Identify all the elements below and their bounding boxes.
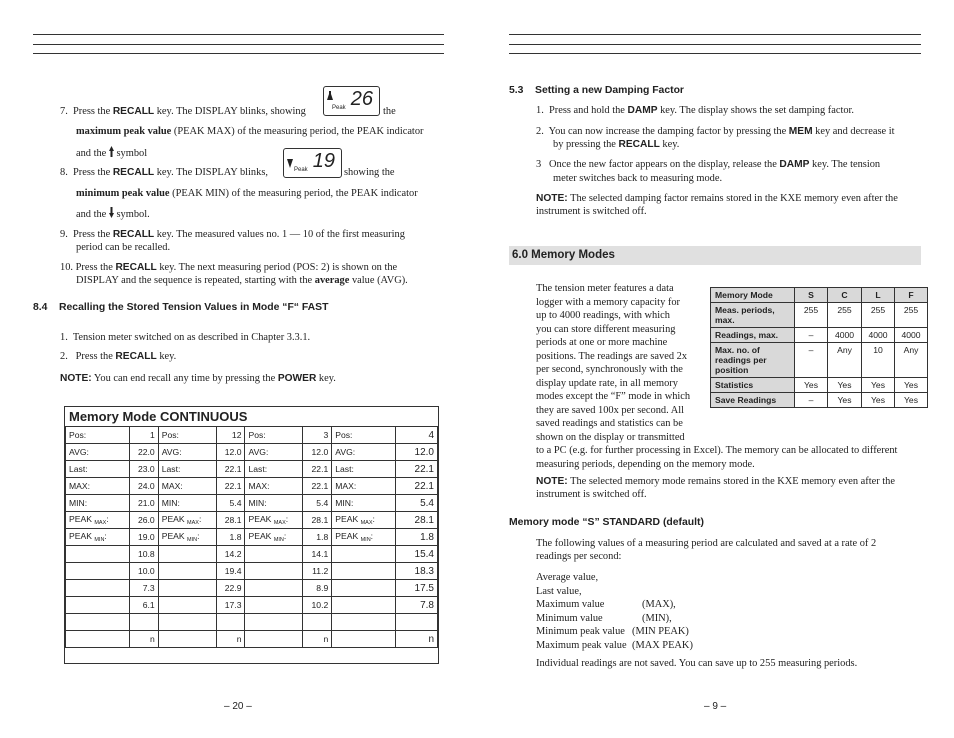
mc-value-cell: n xyxy=(216,631,245,648)
mc-label-cell: AVG: xyxy=(245,444,303,461)
mc-label-cell xyxy=(158,563,216,580)
mc-peak-label: PEAK xyxy=(248,531,272,541)
item-8-showing-the: showing the xyxy=(344,167,395,178)
peak-min-arrow-icon xyxy=(287,159,293,169)
mm-header-row xyxy=(711,288,928,303)
value-name: Minimum value xyxy=(536,612,603,624)
mc-label-cell xyxy=(245,580,303,597)
memory-mode-continuous-panel xyxy=(64,406,439,664)
section-8-4-heading: 8.4 Recalling the Stored Tension Values in Mode “F“ FAST xyxy=(33,302,329,313)
peak-min-symbol-icon xyxy=(109,207,114,218)
mm-value-cell: Yes xyxy=(828,378,862,393)
mc-row xyxy=(66,478,438,495)
header-rule-bottom-right xyxy=(509,53,921,54)
mm-value-cell: Any xyxy=(828,343,862,378)
header-rule-middle xyxy=(33,44,444,45)
mc-label-cell xyxy=(66,597,130,614)
mc-value-cell: 22.9 xyxy=(216,580,245,597)
mc-peak-colon: : xyxy=(198,514,202,524)
mc-label-cell xyxy=(245,546,303,563)
mc-label-cell xyxy=(158,614,216,631)
mm-header-cell: C xyxy=(828,288,862,303)
mc-peak-label: PEAK xyxy=(161,531,185,541)
value-name: Maximum peak value xyxy=(536,639,627,651)
mc-peak-subscript: MIN xyxy=(360,537,371,543)
mc-label-cell xyxy=(332,563,396,580)
mm-row xyxy=(711,328,928,343)
mm-value-cell: 255 xyxy=(828,303,862,328)
mc-label-cell xyxy=(158,512,216,529)
mc-label-cell: AVG: xyxy=(332,444,396,461)
mc-row xyxy=(66,563,438,580)
mc-value-cell: 17.5 xyxy=(396,580,438,597)
mc-value-cell: 14.1 xyxy=(303,546,332,563)
mc-value-cell: 1.8 xyxy=(216,529,245,546)
step-2: 2. Press the RECALL key. xyxy=(60,351,177,362)
mc-label-cell: Last: xyxy=(332,461,396,478)
mc-peak-colon: : xyxy=(372,514,375,524)
mc-row xyxy=(66,427,438,444)
mc-value-cell: 14.2 xyxy=(216,546,245,563)
mc-value-cell: 22.0 xyxy=(129,444,158,461)
value-list-item xyxy=(536,598,693,612)
intro-line: per second, synchronously with the xyxy=(536,364,683,375)
memory-modes-table xyxy=(710,287,928,408)
value-name: Last value, xyxy=(536,585,582,597)
mm-row-label: Save Readings xyxy=(711,393,795,408)
mc-label-cell xyxy=(332,597,396,614)
mc-label-cell: MAX: xyxy=(245,478,303,495)
mc-value-cell: 22.1 xyxy=(303,461,332,478)
damp-step-1: 1. Press and hold the DAMP key. The display shows the set damping factor. xyxy=(536,105,855,116)
item-8-line-2: minimum peak value (PEAK MIN) of the measuring period, the PEAK indicator xyxy=(76,188,418,199)
mc-row xyxy=(66,512,438,529)
mc-value-cell: 1 xyxy=(129,427,158,444)
mc-row xyxy=(66,444,438,461)
mc-label-cell xyxy=(66,614,130,631)
mc-peak-colon: : xyxy=(370,531,374,541)
mc-peak-colon: : xyxy=(283,531,287,541)
mc-label-cell xyxy=(245,563,303,580)
mc-value-cell: 1.8 xyxy=(303,529,332,546)
lcd-peak-min-display xyxy=(283,148,342,178)
mc-value-cell: 28.1 xyxy=(396,512,438,529)
value-name: Average value, xyxy=(536,572,599,583)
mc-peak-label: PEAK xyxy=(335,531,359,541)
step-1: 1. Tension meter switched on as described in Chapter 3.3.1. xyxy=(60,332,311,343)
mc-label-cell: MIN: xyxy=(332,495,396,512)
lcd-digits: 19 xyxy=(312,150,335,172)
mc-value-cell: 19.4 xyxy=(216,563,245,580)
mc-value-cell: 19.0 xyxy=(129,529,158,546)
intro-line: you can store different measuring xyxy=(536,323,676,335)
mc-value-cell: 5.4 xyxy=(303,495,332,512)
peak-max-symbol-icon xyxy=(109,146,114,157)
mc-label-cell: MAX: xyxy=(158,478,216,495)
intro-line: saved readings and statistics can be xyxy=(536,418,683,429)
mc-value-cell: 24.0 xyxy=(129,478,158,495)
intro-line: positions. The readings are saved 2x xyxy=(536,350,688,362)
mc-peak-subscript: MIN xyxy=(187,537,198,543)
lcd-peak-label: Peak xyxy=(294,167,308,173)
lcd-peak-label: Peak xyxy=(332,105,346,111)
intro-line: logger with a memory capacity for xyxy=(536,296,680,308)
mc-label-cell: Last: xyxy=(66,461,130,478)
mc-row xyxy=(66,631,438,648)
mm-row xyxy=(711,378,928,393)
item-9-line-2: period can be recalled. xyxy=(76,242,171,253)
mc-label-cell: AVG: xyxy=(158,444,216,461)
mc-value-cell: 8.9 xyxy=(303,580,332,597)
values-list xyxy=(536,571,693,652)
mc-peak-label: PEAK xyxy=(335,514,359,524)
mm-value-cell: 255 xyxy=(862,303,895,328)
mc-label-cell xyxy=(66,529,130,546)
mc-value-cell: 28.1 xyxy=(303,512,332,529)
mc-value-cell: 12.0 xyxy=(396,444,438,461)
mc-value-cell: 5.4 xyxy=(396,495,438,512)
mc-value-cell: 10.8 xyxy=(129,546,158,563)
damp-step-3-line-1: 3 Once the new factor appears on the display, release the DAMP key. The tension xyxy=(536,159,881,170)
mc-label-cell: Pos: xyxy=(332,427,396,444)
mm-value-cell: 4000 xyxy=(862,328,895,343)
mc-value-cell: 5.4 xyxy=(216,495,245,512)
mc-label-cell: Pos: xyxy=(66,427,130,444)
mc-value-cell: 22.1 xyxy=(216,461,245,478)
mm-row-label: Statistics xyxy=(711,378,795,393)
mm-row-label: Meas. periods, max. xyxy=(711,303,795,328)
note-damping-line-2: instrument is switched off. xyxy=(536,206,647,217)
mm-header-cell: S xyxy=(795,288,828,303)
mc-label-cell xyxy=(66,546,130,563)
note-recall: NOTE: You can end recall any time by pressing the POWER key. xyxy=(60,373,336,384)
mc-value-cell: 12.0 xyxy=(303,444,332,461)
memory-mode-continuous-title: Memory Mode CONTINUOUS xyxy=(69,409,248,424)
mc-peak-colon: : xyxy=(197,531,200,541)
page-number-left: – 20 – xyxy=(224,701,252,712)
mc-label-cell xyxy=(332,546,396,563)
mc-label-cell xyxy=(245,597,303,614)
mc-value-cell xyxy=(396,614,438,631)
mm-header-cell: F xyxy=(895,288,928,303)
damp-step-2-line-2: by pressing the RECALL key. xyxy=(553,139,680,150)
memory-intro-continued xyxy=(536,444,897,471)
item-8-line-3: and the symbol. xyxy=(76,209,150,220)
mc-label-cell xyxy=(158,597,216,614)
mc-label-cell xyxy=(245,614,303,631)
mc-value-cell: 3 xyxy=(303,427,332,444)
mc-value-cell: 7.8 xyxy=(396,597,438,614)
value-abbrev: (MAX PEAK) xyxy=(632,639,693,651)
mc-label-cell xyxy=(66,563,130,580)
standard-mode-heading: Memory mode “S” STANDARD (default) xyxy=(509,517,704,528)
mc-value-cell: 23.0 xyxy=(129,461,158,478)
mc-label-cell: Last: xyxy=(245,461,303,478)
value-list-item xyxy=(536,612,693,626)
mc-label-cell xyxy=(332,580,396,597)
section-5-3-heading: 5.3 Setting a new Damping Factor xyxy=(509,85,684,96)
mc-label-cell xyxy=(158,529,216,546)
item-7-line-2: maximum peak value (PEAK MAX) of the measuring period, the PEAK indicator xyxy=(76,126,424,137)
mc-peak-subscript: MAX xyxy=(187,520,199,526)
value-list-item xyxy=(536,585,693,599)
mc-peak-label: PEAK xyxy=(69,531,92,541)
note-memory-line-2: instrument is switched off. xyxy=(536,489,647,500)
mc-label-cell xyxy=(245,512,303,529)
mc-value-cell: 1.8 xyxy=(396,529,438,546)
value-abbrev: (MIN), xyxy=(642,612,672,624)
value-name: Maximum value xyxy=(536,599,605,610)
mm-header-cell: Memory Mode xyxy=(711,288,795,303)
intro-line: they are saved 100x per second. All xyxy=(536,404,685,416)
item-8-line-1: 8. Press the RECALL key. The DISPLAY blinks, xyxy=(60,167,268,178)
mm-value-cell: Yes xyxy=(828,393,862,408)
header-rule-bottom xyxy=(33,53,444,54)
mc-value-cell: 4 xyxy=(396,427,438,444)
mm-row xyxy=(711,343,928,378)
mm-value-cell: – xyxy=(795,328,828,343)
note-memory-line-1: NOTE: The selected memory mode remains stored in the KXE memory even after the xyxy=(536,476,895,487)
mc-peak-subscript: MAX xyxy=(360,520,373,526)
mm-value-cell: 4000 xyxy=(895,328,928,343)
mc-value-cell: 22.1 xyxy=(396,478,438,495)
value-list-item xyxy=(536,571,693,585)
item-7-line-3: and the symbol xyxy=(76,148,148,159)
standard-intro-line-1: The following values of a measuring period are calculated and saved at a rate of 2 xyxy=(536,538,877,549)
mc-value-cell: 22.1 xyxy=(396,461,438,478)
damp-step-3-line-2: meter switches back to measuring mode. xyxy=(553,173,723,184)
header-rule-middle-right xyxy=(509,44,921,45)
mm-value-cell: 255 xyxy=(795,303,828,328)
mc-row xyxy=(66,614,438,631)
mm-row-label: Max. no. of readings per position xyxy=(711,343,795,378)
intro-line: The tension meter features a data xyxy=(536,283,674,294)
mc-peak-subscript: MIN xyxy=(273,537,284,543)
mc-peak-colon: : xyxy=(285,514,289,524)
intro-line: modes except the “F” mode in which xyxy=(536,391,691,402)
mc-peak-colon: : xyxy=(104,531,107,541)
intro-cont-line: measuring periods, depending on the memory mode. xyxy=(536,458,755,470)
mc-label-cell xyxy=(158,580,216,597)
mc-row xyxy=(66,495,438,512)
mc-label-cell: MIN: xyxy=(66,495,130,512)
mc-label-cell xyxy=(245,529,303,546)
value-abbrev: (MAX), xyxy=(642,599,676,610)
section-6-0-heading: 6.0 Memory Modes xyxy=(509,246,921,265)
mc-row xyxy=(66,580,438,597)
mc-value-cell: 6.1 xyxy=(129,597,158,614)
mm-value-cell: Yes xyxy=(862,393,895,408)
lcd-digits: 26 xyxy=(350,88,373,110)
mm-value-cell: Yes xyxy=(862,378,895,393)
mc-peak-subscript: MAX xyxy=(94,520,107,526)
header-rule-top-right xyxy=(509,34,921,35)
mc-label-cell xyxy=(66,580,130,597)
mc-label-cell xyxy=(66,512,130,529)
mc-label-cell: Last: xyxy=(158,461,216,478)
mc-label-cell xyxy=(332,614,396,631)
item-7-line-1: 7. Press the RECALL key. The DISPLAY blinks, showing xyxy=(60,106,306,117)
mm-value-cell: Any xyxy=(895,343,928,378)
mc-value-cell: 10.2 xyxy=(303,597,332,614)
page-number-right: – 9 – xyxy=(704,701,727,712)
value-list-item xyxy=(536,625,693,639)
mc-label-cell: AVG: xyxy=(66,444,130,461)
mc-row xyxy=(66,597,438,614)
mm-value-cell: Yes xyxy=(895,378,928,393)
mc-value-cell: n xyxy=(303,631,332,648)
header-rule-top xyxy=(33,34,444,35)
mc-label-cell: Pos: xyxy=(158,427,216,444)
intro-line: periods at one or more machine xyxy=(536,337,668,348)
note-damping-line-1: NOTE: The selected damping factor remains stored in the KXE memory even after the xyxy=(536,193,898,204)
mc-label-cell: MIN: xyxy=(158,495,216,512)
item-7-the: the xyxy=(383,106,396,117)
mc-label-cell xyxy=(158,631,216,648)
memory-intro-paragraph xyxy=(536,282,690,444)
damp-step-2-line-1: 2. You can now increase the damping factor by pressing the MEM key and decrease it xyxy=(536,126,895,137)
mc-label-cell: MAX: xyxy=(66,478,130,495)
mc-label-cell: MIN: xyxy=(245,495,303,512)
mc-value-cell: 12.0 xyxy=(216,444,245,461)
mm-value-cell: 255 xyxy=(895,303,928,328)
mc-value-cell: 21.0 xyxy=(129,495,158,512)
mc-peak-subscript: MAX xyxy=(273,520,286,526)
mm-header-cell: L xyxy=(862,288,895,303)
mc-label-cell xyxy=(245,631,303,648)
intro-line: up to 4000 readings, with which xyxy=(536,310,670,321)
mm-value-cell: – xyxy=(795,393,828,408)
mm-value-cell: 4000 xyxy=(828,328,862,343)
mc-label-cell xyxy=(158,546,216,563)
mm-value-cell: 10 xyxy=(862,343,895,378)
mc-row xyxy=(66,461,438,478)
mc-value-cell: 11.2 xyxy=(303,563,332,580)
mc-value-cell: n xyxy=(129,631,158,648)
intro-line: display update rate, in all memory xyxy=(536,377,678,389)
mc-value-cell: n xyxy=(396,631,438,648)
mm-row xyxy=(711,303,928,328)
standard-intro-line-2: readings per second: xyxy=(536,551,622,562)
intro-cont-line: to a PC (e.g. for further processing in Excel). The memory can be allocated to different xyxy=(536,445,898,456)
peak-max-arrow-icon xyxy=(327,91,333,101)
mc-value-cell xyxy=(129,614,158,631)
mc-peak-subscript: MIN xyxy=(94,537,105,543)
mc-row xyxy=(66,529,438,546)
mc-value-cell xyxy=(303,614,332,631)
mc-value-cell xyxy=(216,614,245,631)
mc-value-cell: 28.1 xyxy=(216,512,245,529)
mc-label-cell: MAX: xyxy=(332,478,396,495)
lcd-peak-max-display xyxy=(323,86,380,116)
mm-value-cell: Yes xyxy=(895,393,928,408)
mc-label-cell xyxy=(66,631,130,648)
intro-line: shown on the display or transmitted xyxy=(536,431,685,443)
value-name: Minimum peak value xyxy=(536,626,625,637)
mc-row xyxy=(66,546,438,563)
mm-value-cell: Yes xyxy=(795,378,828,393)
mc-value-cell: 12 xyxy=(216,427,245,444)
item-10-line-2: DISPLAY and the sequence is repeated, starting with the average value (AVG). xyxy=(76,275,408,286)
mm-row xyxy=(711,393,928,408)
mc-peak-label: PEAK xyxy=(248,514,272,524)
mc-value-cell: 7.3 xyxy=(129,580,158,597)
mc-value-cell: 22.1 xyxy=(303,478,332,495)
value-abbrev: (MIN PEAK) xyxy=(632,626,689,637)
mc-label-cell xyxy=(332,529,396,546)
mc-value-cell: 26.0 xyxy=(129,512,158,529)
mc-peak-label: PEAK xyxy=(161,514,185,524)
item-9-line-1: 9. Press the RECALL key. The measured values no. 1 — 10 of the first measuring xyxy=(60,229,405,240)
mc-value-cell: 22.1 xyxy=(216,478,245,495)
item-10-line-1: 10. Press the RECALL key. The next measuring period (POS: 2) is shown on the xyxy=(60,262,398,273)
mm-value-cell: – xyxy=(795,343,828,378)
memory-mode-continuous-table xyxy=(65,426,438,648)
mm-row-label: Readings, max. xyxy=(711,328,795,343)
mc-peak-colon: : xyxy=(106,514,109,524)
mc-value-cell: 15.4 xyxy=(396,546,438,563)
mc-label-cell xyxy=(332,512,396,529)
mc-value-cell: 10.0 xyxy=(129,563,158,580)
mc-label-cell xyxy=(332,631,396,648)
mc-value-cell: 17.3 xyxy=(216,597,245,614)
value-list-item xyxy=(536,639,693,653)
mc-peak-label: PEAK xyxy=(69,514,92,524)
mc-label-cell: Pos: xyxy=(245,427,303,444)
individual-readings-note: Individual readings are not saved. You can save up to 255 measuring periods. xyxy=(536,658,858,669)
mc-value-cell: 18.3 xyxy=(396,563,438,580)
